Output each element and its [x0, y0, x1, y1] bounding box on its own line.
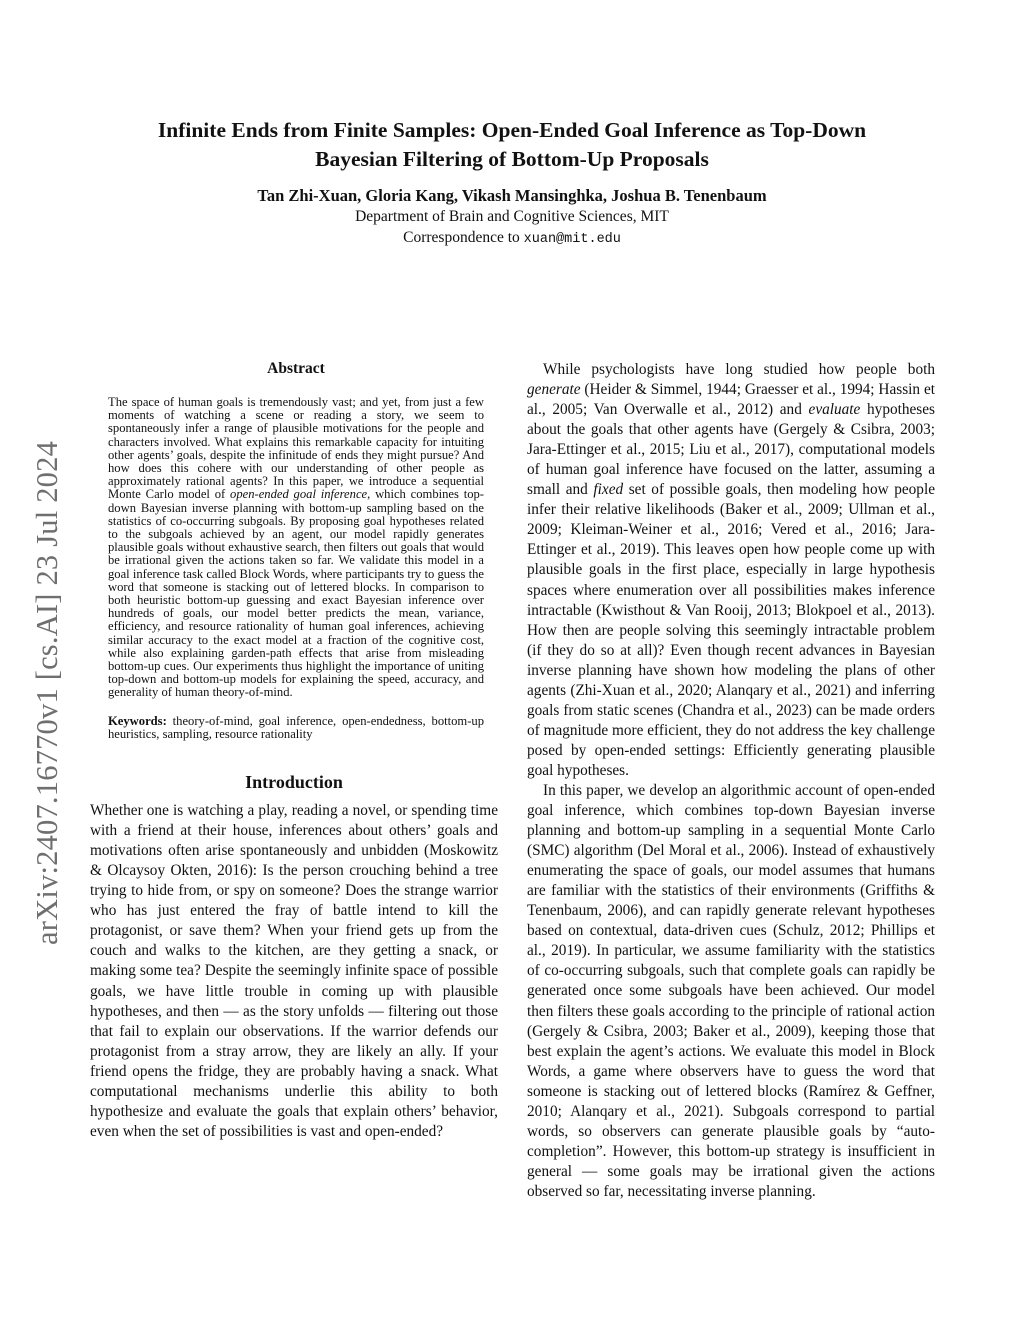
author-list: Tan Zhi-Xuan, Gloria Kang, Vikash Mansinghka, Joshua B. Tenenbaum [257, 186, 767, 205]
right-p1-b: (Heider & Simmel, 1944; Graesser et al., 1994; Hassin et al., 2005; Van Overwalle et al., 2012) and [527, 381, 935, 419]
right-p1-emphasis-generate: generate [527, 381, 581, 399]
right-paragraph-2: In this paper, we develop an algorithmic account of open-ended goal inference, which combines top-down Bayesian inverse planning and bottom-up sampling in a sequential Monte Carlo (SMC) algorithm (Del Moral et al., 2006). Instead of exhaustively enumerating the space of goals, our model assumes that humans are familiar with the statistics of their environments (Griffiths & Tenenbaum, 2006), and can rapidly generate relevant hypotheses based on contextual, data-driven cues (Schulz, 2012; Phillips et al., 2019). In particular, we assume familiarity with the statistics of co-occurring subgoals, such that complete goals can rapidly be generated once some subgoals have been achieved. Our model then filters these goals according to the principle of rational action (Gergely & Csibra, 2003; Baker et al., 2009), keeping those that best explain the agent’s actions. We evaluate this model in Block Words, a game where observers have to guess the word that someone is stacking out of lettered blocks (Ramírez & Geffner, 2010; Alanqary et al., 2021). Subgoals correspond to partial words, so observers can generate plausible goals by “auto-completion”. However, this bottom-up strategy is insufficient in general — some goals may be irrational given the actions observed so far, necessitating inverse planning. [527, 781, 935, 1200]
right-p1-a: While psychologists have long studied how people both [543, 361, 935, 378]
right-paragraph-1 [527, 360, 935, 781]
keywords-text: theory-of-mind, goal inference, open-endedness, bottom-up heuristics, sampling, resource rationality [108, 713, 484, 741]
keywords-label: Keywords: [108, 713, 167, 728]
abstract-heading: Abstract [267, 360, 325, 377]
right-p1-emphasis-evaluate: evaluate [808, 401, 861, 419]
keywords [108, 715, 484, 741]
introduction-paragraph: Whether one is watching a play, reading a novel, or spending time with a friend at their house, inferences about others’ goals and motivations often arise spontaneously and unbidden (Moskowitz & Olcaysoy Okten, 2016): Is the person crouching behind a tree trying to hide from, or spy on someone? Does the strange warrior who has just entered the fray of battle intend to kill the protagonist, or save them? When your friend gets up from the couch and walks to the kitchen, are they getting a snack, or making some tea? Despite the seemingly infinite space of possible goals, we have little trouble in coming up with plausible hypotheses, and then — as the story unfolds — filtering out those that fail to explain our observations. If the warrior defends our protagonist from a stray arrow, they are likely an ally. If your friend opens the fridge, they are probably having a snack. What computational mechanisms underlie this ability to both hypothesize and evaluate the goals that explain others’ behavior, even when the set of possibilities is vast and open-ended? [90, 802, 498, 1140]
arxiv-identifier: arXiv:2407.16770v1 [cs.AI] 23 Jul 2024 [30, 440, 64, 945]
right-p1-c: hypotheses about the goals that other agents have (Gergely & Csibra, 2003; Jara-Ettinger et al., 2015; Liu et al., 2017), computational models of human goal inference have focused on the latter, assuming a small and [527, 401, 935, 499]
abstract-section [90, 360, 498, 741]
correspondence-prefix: Correspondence to [403, 229, 520, 246]
correspondence-email[interactable]: xuan@mit.edu [523, 232, 621, 247]
abstract-text [108, 396, 484, 700]
correspondence-line [130, 228, 894, 250]
right-column [527, 360, 935, 1202]
abstract-text-part1: The space of human goals is tremendously vast; and yet, from just a few moments of watching a scene or reading a story, we seem to spontaneously infer a range of plausible motivations for the people and characters involved. What explains this remarkable capacity for intuiting other agents’ goals, despite the infinitude of ends they might pursue? And how does this cohere with our understanding of other people as approximately rational agents? In this paper, we introduce a sequential Monte Carlo model of [108, 395, 484, 502]
abstract-text-part2: , which combines top-down Bayesian inverse planning with bottom-up sampling based on the statistics of co-occurring subgoals. By proposing goal hypotheses related to the subgoals achieved by an agent, our model rapidly generates plausible goals without exhaustive search, then filters out goals that would be irrational given the actions taken so far. We validate this model in a goal inference task called Block Words, where participants try to guess the word that someone is stacking out of lettered blocks. In comparison to both heuristic bottom-up guessing and exact Bayesian inference over hundreds of goals, our model better predicts the mean, variance, efficiency, and resource rationality of human goal inferences, achieving similar accuracy to the exact model at a fraction of the cognitive cost, while also explaining garden-path effects that arise from misleading bottom-up cues. Our experiments thus highlight the importance of uniting top-down and bottom-up models for explaining the speed, accuracy, and generality of human theory-of-mind. [108, 487, 484, 700]
affiliation: Department of Brain and Cognitive Sciences, MIT [355, 208, 669, 225]
abstract-emphasis: open-ended goal inference [230, 487, 368, 502]
right-p1-emphasis-fixed: fixed [593, 481, 624, 499]
right-p1-d: set of possible goals, then modeling how people infer their relative likelihoods (Baker et al., 2009; Ullman et al., 2009; Kleiman-Weiner et al., 2016; Vered et al., 2016; Jara-Ettinger et al., 2019). This leaves open how people come up with plausible goals in the first place, especially in large hypothesis spaces where enumeration over all possibilities makes inference intractable (Kwisthout & Van Rooij, 2013; Blokpoel et al., 2013). How then are people solving this seemingly intractable problem (if they do so at all)? Even though recent advances in Bayesian inverse planning have shown how modeling the plans of other agents (Zhi-Xuan et al., 2020; Alanqary et al., 2021) and inferring goals from static scenes (Chandra et al., 2023) can be made orders of magnitude more efficient, they do not address the key challenge posed by open-ended settings: Efficiently generating plausible goal hypotheses. [527, 481, 935, 779]
introduction-heading: Introduction [245, 772, 343, 793]
paper-title: Infinite Ends from Finite Samples: Open-Ended Goal Inference as Top-Down Bayesian Filtering of Bottom-Up Proposals [157, 118, 867, 171]
left-column [90, 360, 498, 1142]
